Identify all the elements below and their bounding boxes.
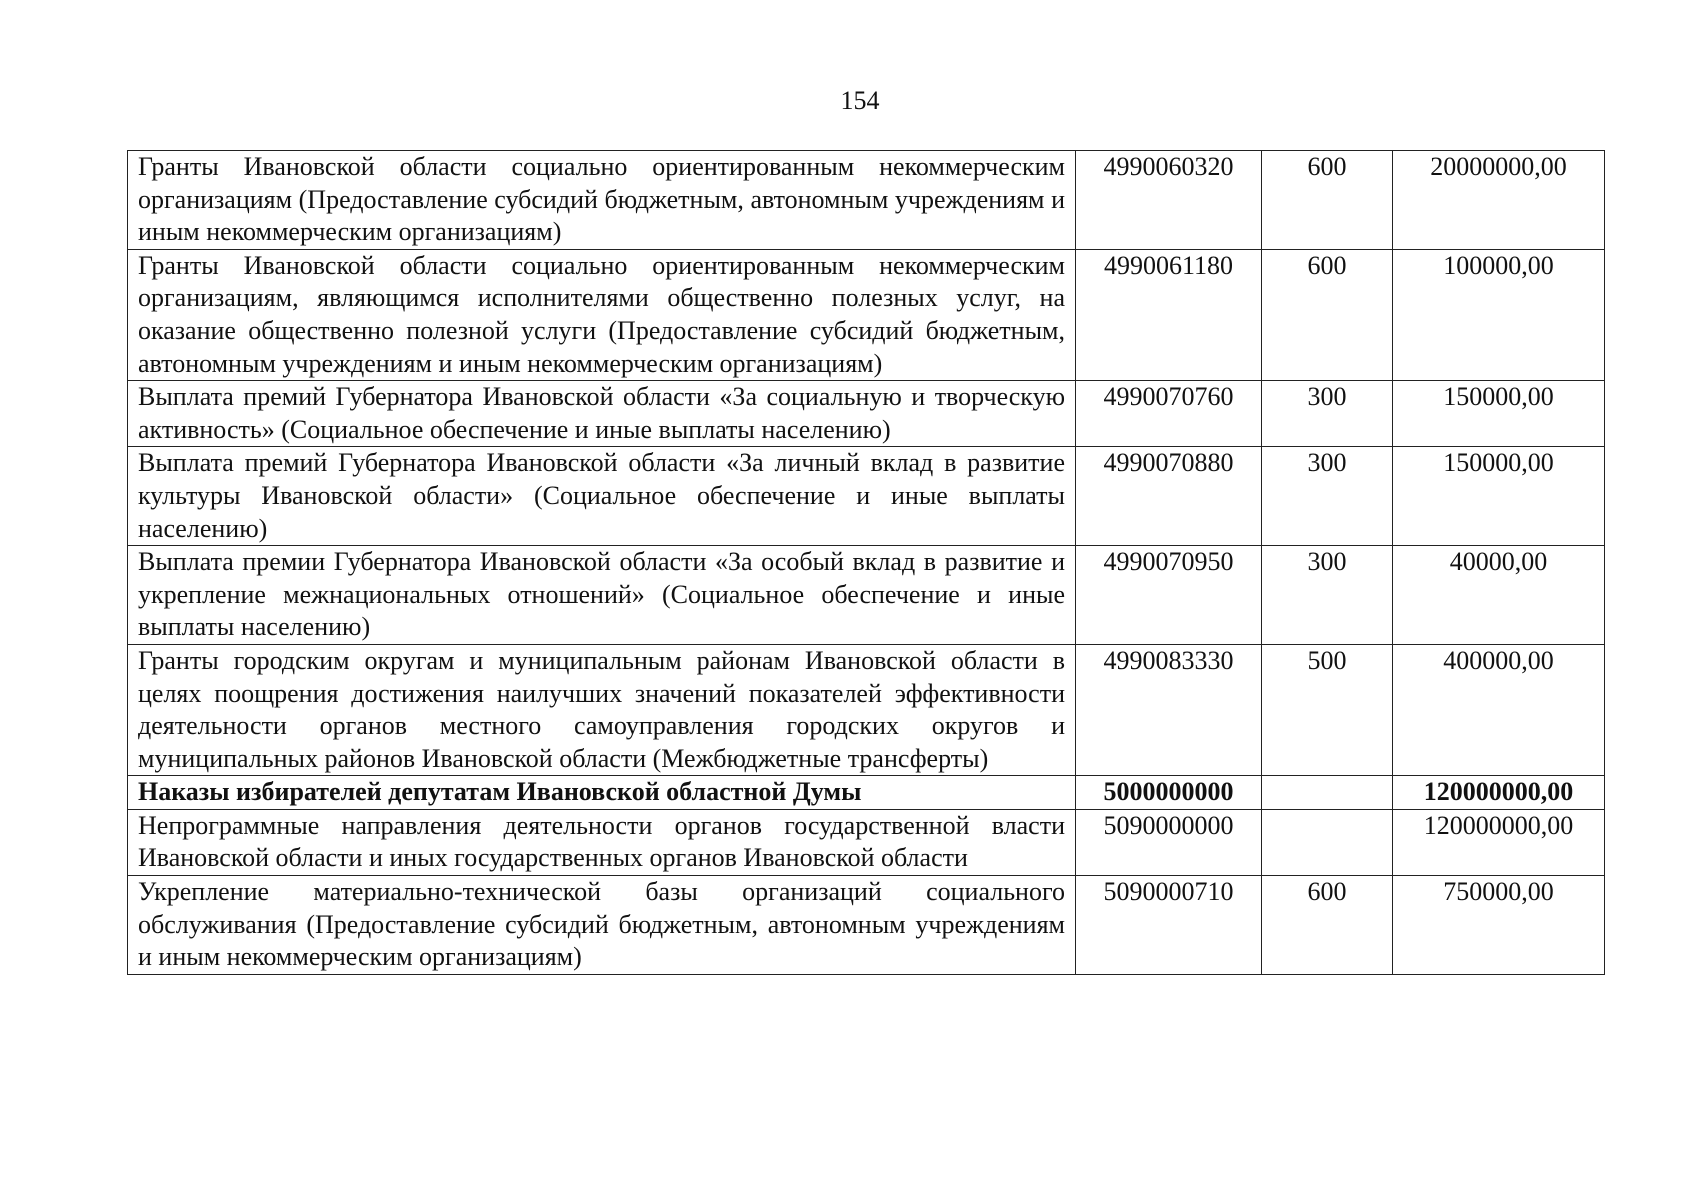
table-row [128, 249, 1605, 380]
table-row [128, 644, 1605, 775]
row-target-code: 4990070950 [1076, 546, 1262, 645]
row-amount: 40000,00 [1393, 546, 1605, 645]
row-target-code: 5090000000 [1076, 809, 1262, 875]
row-target-code: 5090000710 [1076, 876, 1262, 975]
row-target-code: 4990070760 [1076, 381, 1262, 447]
row-target-code: 4990060320 [1076, 151, 1262, 250]
row-expense-type [1262, 809, 1393, 875]
row-amount: 150000,00 [1393, 447, 1605, 546]
row-description: Выплата премий Губернатора Ивановской области «За социальную и творческую активность» (Социальное обеспечение и иные выплаты населению) [128, 381, 1076, 447]
row-amount: 150000,00 [1393, 381, 1605, 447]
row-description: Укрепление материально-технической базы организаций социального обслуживания (Предоставление субсидий бюджетным, автономным учреждениям и иным некоммерческим организациям) [128, 876, 1076, 975]
row-description: Гранты Ивановской области социально ориентированным некоммерческим организациям, являющимся исполнителями общественно полезных услуг, на оказание общественно полезной услуги (Предоставление субсидий бюджетным, автономным учреждениям и иным некоммерческим организациям) [128, 249, 1076, 380]
row-expense-type: 600 [1262, 151, 1393, 250]
table-row [128, 876, 1605, 975]
table-row [128, 809, 1605, 875]
row-target-code: 4990070880 [1076, 447, 1262, 546]
row-description: Выплата премий Губернатора Ивановской области «За личный вклад в развитие культуры Ивановской области» (Социальное обеспечение и иные выплаты населению) [128, 447, 1076, 546]
row-expense-type: 300 [1262, 546, 1393, 645]
row-target-code: 5000000000 [1076, 776, 1262, 810]
row-amount: 100000,00 [1393, 249, 1605, 380]
row-expense-type: 300 [1262, 381, 1393, 447]
table-row-section-total [128, 776, 1605, 810]
row-amount: 750000,00 [1393, 876, 1605, 975]
table-row [128, 381, 1605, 447]
row-description: Выплата премии Губернатора Ивановской области «За особый вклад в развитие и укрепление межнациональных отношений» (Социальное обеспечение и иные выплаты населению) [128, 546, 1076, 645]
table-row [128, 151, 1605, 250]
page-number: 154 [840, 86, 880, 115]
row-expense-type: 500 [1262, 644, 1393, 775]
row-description: Наказы избирателей депутатам Ивановской областной Думы [128, 776, 1076, 810]
budget-table [127, 150, 1605, 975]
table-row [128, 546, 1605, 645]
row-amount: 20000000,00 [1393, 151, 1605, 250]
row-amount: 400000,00 [1393, 644, 1605, 775]
table-row [128, 447, 1605, 546]
row-expense-type: 600 [1262, 876, 1393, 975]
row-expense-type: 300 [1262, 447, 1393, 546]
row-description: Непрограммные направления деятельности органов государственной власти Ивановской области и иных государственных органов Ивановской области [128, 809, 1076, 875]
row-amount: 120000000,00 [1393, 809, 1605, 875]
row-description: Гранты городским округам и муниципальным районам Ивановской области в целях поощрения достижения наилучших значений показателей эффективности деятельности органов местного самоуправления городских округов и муниципальных районов Ивановской области (Межбюджетные трансферты) [128, 644, 1076, 775]
row-target-code: 4990083330 [1076, 644, 1262, 775]
row-expense-type [1262, 776, 1393, 810]
row-description: Гранты Ивановской области социально ориентированным некоммерческим организациям (Предоставление субсидий бюджетным, автономным учреждениям и иным некоммерческим организациям) [128, 151, 1076, 250]
row-expense-type: 600 [1262, 249, 1393, 380]
row-amount: 120000000,00 [1393, 776, 1605, 810]
row-target-code: 4990061180 [1076, 249, 1262, 380]
